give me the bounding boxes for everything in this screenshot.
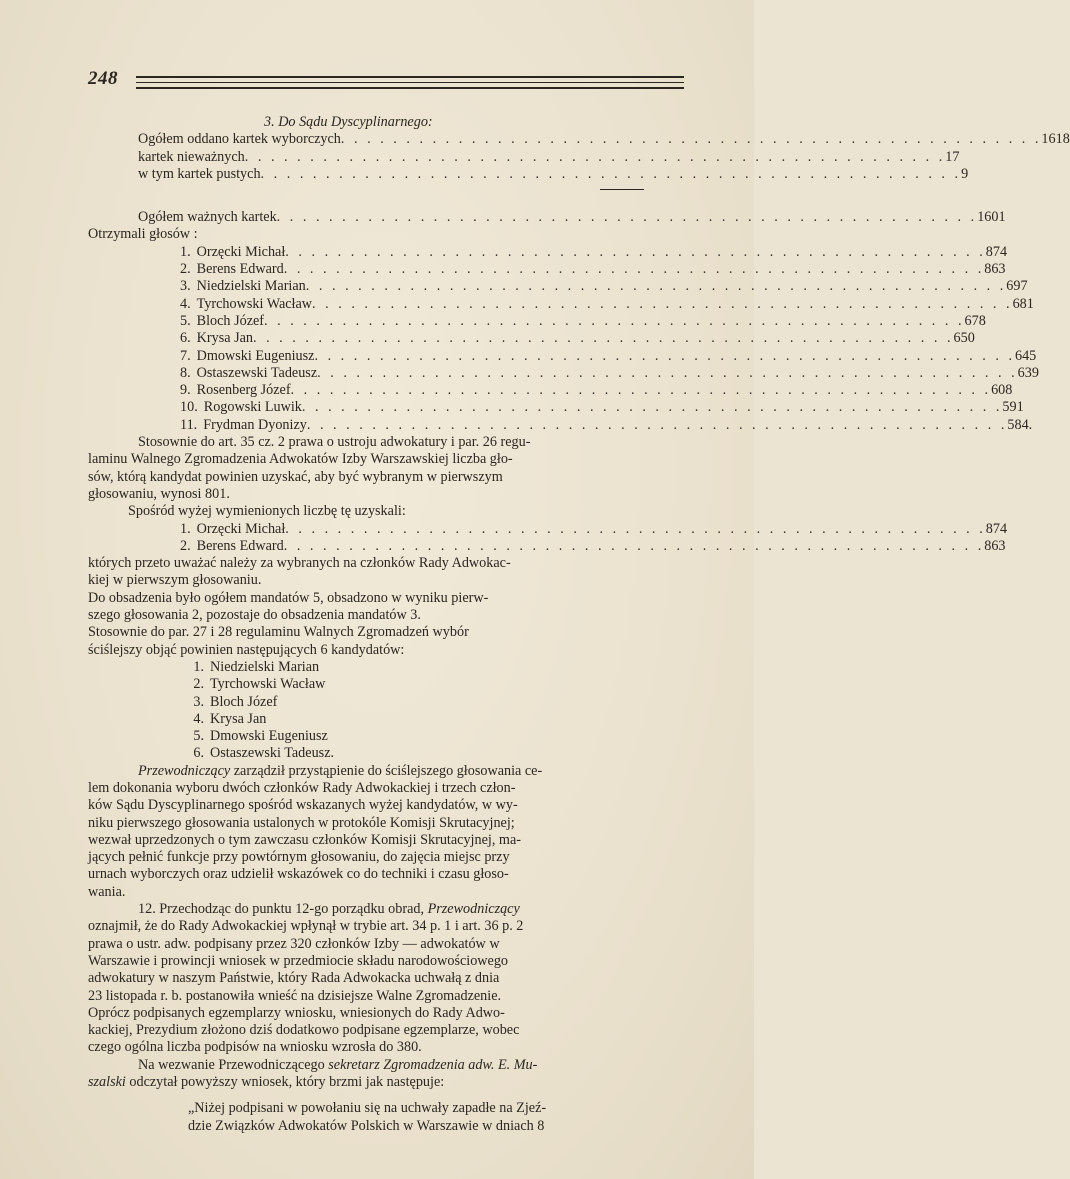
paragraph: [88, 763, 684, 901]
text-line: kiej w pierwszym głosowaniu.: [88, 572, 262, 589]
votes-summary: [88, 131, 1070, 183]
text-line: laminu Walnego Zgromadzenia Adwokatów Izby Warszawskiej liczba gło-: [88, 451, 513, 468]
item-number: 10.: [180, 399, 198, 416]
valid-total: [88, 209, 1006, 226]
text-line: [88, 866, 684, 883]
text-span: 12. Przechodząc do punktu 12-go porządku obrad,: [138, 901, 428, 918]
item-value: 608: [991, 382, 1013, 399]
quote: [88, 1100, 684, 1135]
received-label: Otrzymali głosów :: [88, 226, 198, 243]
item-number: 4.: [180, 295, 191, 312]
text-span: odczytał powyższy wniosek, który brzmi jak następuje:: [125, 1074, 445, 1091]
candidate-row: [88, 382, 1013, 399]
runoff-row: [88, 694, 684, 711]
dot-leader: . . . . . . . . . . . . . . . . . . . . . . . . . . . . . . . . . . . . . . . . . . . . . . . . . . . . . .: [314, 347, 1015, 364]
speaker-name: Przewodniczący: [427, 901, 520, 918]
dot-leader: . . . . . . . . . . . . . . . . . . . . . . . . . . . . . . . . . . . . . . . . . . . . . . . . . . . . . .: [283, 537, 985, 554]
item-value: 1618: [1041, 131, 1070, 148]
item-number: 11.: [180, 416, 198, 433]
item-value: 678: [964, 312, 986, 329]
text-line: Stosownie do par. 27 i 28 regulaminu Walnych Zgromadzeń wybór: [88, 624, 469, 641]
text-span: jących pełnić funkcje przy powtórnym głosowaniu, do zajęcia miejsc przy: [88, 849, 510, 866]
text-line: głosowaniu, wynosi 801.: [88, 485, 230, 502]
text-line: [88, 1074, 684, 1091]
item-value: 863: [984, 261, 1006, 278]
text-span: lem dokonania wyboru dwóch członków Rady Adwokackiej i trzech człon-: [88, 779, 516, 796]
text-line: [88, 815, 684, 832]
votes-row: [88, 165, 969, 183]
text-line: Do obsadzenia było ogółem mandatów 5, obsadzono w wyniku pierw-: [88, 589, 489, 606]
paragraph: [88, 555, 684, 590]
dot-leader: . . . . . . . . . . . . . . . . . . . . . . . . . . . . . . . . . . . . . . . . . . . . . . . . . . . . . .: [283, 261, 985, 278]
dot-leader: . . . . . . . . . . . . . . . . . . . . . . . . . . . . . . . . . . . . . . . . . . . . . . . . . . . . . .: [340, 131, 1042, 148]
text-span: zarządził przystąpienie do ściślejszego głosowania ce-: [230, 762, 543, 779]
item-value: 17: [945, 148, 960, 165]
text-line: [88, 901, 684, 918]
item-number: 4.: [193, 710, 204, 727]
candidate-row: [88, 347, 1037, 365]
item-value: 874: [985, 520, 1008, 537]
text-line: „Niżej podpisani w powołaniu się na uchwały zapadłe na Zjeź-: [188, 1100, 547, 1117]
elected-row: [88, 537, 1006, 555]
item-label: Niedzielski Marian: [196, 278, 306, 295]
dot-leader: . . . . . . . . . . . . . . . . . . . . . . . . . . . . . . . . . . . . . . . . . . . . . . . . . . . . . .: [264, 312, 965, 329]
text-line: których przeto uważać należy za wybranych na członków Rady Adwokac-: [88, 555, 511, 572]
dot-leader: . . . . . . . . . . . . . . . . . . . . . . . . . . . . . . . . . . . . . . . . . . . . . . . . . . . . . .: [290, 382, 992, 399]
candidate-row: [88, 364, 1039, 382]
item-number: 8.: [180, 364, 191, 381]
text-line: prawa o ustr. adw. podpisany przez 320 członków Izby — adwokatów w: [88, 935, 500, 952]
sum-rule: [600, 189, 644, 190]
paragraph: [88, 901, 684, 1057]
runoff-row: [88, 728, 684, 745]
runoff-row: [88, 745, 684, 762]
item-label: Krysa Jan: [196, 330, 253, 347]
item-number: 7.: [180, 347, 191, 364]
candidate-row: [88, 416, 1033, 434]
runoff-row: [88, 659, 684, 676]
text-span: sekretarz Zgromadzenia adw. E. Mu-: [328, 1056, 538, 1073]
item-label: Dmowski Eugeniusz: [196, 347, 315, 364]
item-number: 2.: [180, 261, 191, 278]
item-label: Dmowski Eugeniusz: [210, 728, 328, 745]
item-number: 5.: [193, 728, 204, 745]
text-line: ściślejszy objąć powinien następujących 6 kandydatów:: [88, 641, 405, 658]
item-number: 1.: [180, 520, 191, 537]
text-line: [88, 780, 684, 797]
text-line: Oprócz podpisanych egzemplarzy wniosku, wniesionych do Rady Adwo-: [88, 1004, 505, 1021]
item-value: 591: [1002, 399, 1024, 416]
item-number: 5.: [180, 312, 191, 329]
item-label: w tym kartek pustych: [138, 165, 261, 182]
paragraph: Spośród wyżej wymienionych liczbę tę uzyskali:: [128, 503, 406, 520]
dot-leader: . . . . . . . . . . . . . . . . . . . . . . . . . . . . . . . . . . . . . . . . . . . . . . . . . . . . . .: [312, 295, 1013, 312]
candidate-list: [88, 243, 1039, 434]
speaker-name: Przewodniczący: [138, 762, 231, 779]
item-number: 6.: [193, 745, 204, 762]
dot-leader: . . . . . . . . . . . . . . . . . . . . . . . . . . . . . . . . . . . . . . . . . . . . . . . . . . . . . .: [285, 520, 986, 537]
page-header: [88, 68, 684, 94]
item-value: 874: [985, 243, 1008, 260]
text-span: Na wezwanie Przewodniczącego: [138, 1056, 329, 1073]
section-heading: 3. Do Sądu Dyscyplinarnego:: [264, 114, 433, 130]
paragraph: [88, 590, 684, 625]
item-label: Orzęcki Michał: [196, 520, 286, 537]
text-line: adwokatury w naszym Państwie, który Rada Adwokacka uchwałą z dnia: [88, 970, 500, 987]
item-number: 9.: [180, 382, 191, 399]
item-label: Tyrchowski Wacław: [196, 295, 313, 312]
text-line: Stosownie do art. 35 cz. 2 prawa o ustroju adwokatury i par. 26 regu-: [138, 434, 531, 451]
page-number: 248: [88, 68, 118, 89]
runoff-row: [88, 676, 684, 693]
item-value: 697: [1006, 278, 1028, 295]
item-label: Ogółem oddano kartek wyborczych: [138, 131, 341, 148]
elected-list: [88, 520, 1008, 556]
item-label: Orzęcki Michał: [196, 243, 286, 260]
item-label: Rosenberg Józef: [196, 382, 291, 399]
votes-row: [88, 148, 960, 166]
paragraph: [88, 434, 684, 503]
valid-total-row: [88, 209, 1006, 226]
item-value: 645: [1014, 347, 1037, 364]
dot-leader: . . . . . . . . . . . . . . . . . . . . . . . . . . . . . . . . . . . . . . . . . . . . . . . . . . . . . .: [285, 243, 986, 260]
text-line: [88, 797, 684, 814]
text-line: [88, 849, 684, 866]
item-value: 681: [1012, 295, 1034, 312]
item-label: Ostaszewski Tadeusz.: [210, 745, 335, 762]
header-rule: [136, 76, 684, 78]
item-label: Bloch Józef: [196, 312, 265, 329]
runoff-list: [88, 659, 684, 763]
item-label: Ostaszewski Tadeusz: [196, 364, 318, 381]
item-value: 9: [961, 165, 969, 182]
text-line: [88, 832, 684, 849]
elected-row: [88, 520, 1008, 538]
text-span: wania.: [88, 883, 126, 900]
text-line: dzie Związków Adwokatów Polskich w Warszawie w dniach 8: [188, 1117, 545, 1134]
item-label: Tyrchowski Wacław: [210, 676, 326, 693]
header-rule: [136, 87, 684, 89]
spacer: [88, 183, 684, 209]
candidate-row: [88, 261, 1006, 278]
item-number: 3.: [193, 693, 204, 710]
candidate-row: [88, 312, 986, 330]
body-text: [88, 114, 1070, 1135]
item-value: 863: [984, 537, 1006, 554]
item-number: 3.: [180, 278, 191, 295]
item-label: Krysa Jan: [210, 710, 267, 727]
dot-leader: . . . . . . . . . . . . . . . . . . . . . . . . . . . . . . . . . . . . . . . . . . . . . . . . . . . . . .: [276, 209, 978, 226]
item-label: Niedzielski Marian: [210, 658, 320, 675]
candidate-row: [88, 243, 1008, 261]
candidate-row: [88, 399, 1024, 416]
item-value: 650: [953, 330, 975, 347]
text-line: sów, którą kandydat powinien uzyskać, aby być wybranym w pierwszym: [88, 468, 503, 485]
item-value: 1601: [977, 209, 1006, 226]
paragraph: [88, 624, 684, 659]
item-number: 2.: [193, 676, 204, 693]
dot-leader: . . . . . . . . . . . . . . . . . . . . . . . . . . . . . . . . . . . . . . . . . . . . . . . . . . . . . .: [305, 278, 1007, 295]
item-label: Rogowski Luwik: [203, 399, 302, 416]
item-label: Ogółem ważnych kartek: [138, 209, 277, 226]
paragraph: [88, 1057, 684, 1092]
item-label: Berens Edward: [196, 261, 284, 278]
votes-row: [88, 131, 1070, 148]
text-line: [88, 884, 684, 901]
candidate-row: [88, 295, 1034, 313]
candidate-row: [88, 330, 975, 347]
dot-leader: . . . . . . . . . . . . . . . . . . . . . . . . . . . . . . . . . . . . . . . . . . . . . . . . . . . . . .: [306, 416, 1008, 433]
item-label: Frydman Dyonizy: [203, 416, 307, 433]
dot-leader: . . . . . . . . . . . . . . . . . . . . . . . . . . . . . . . . . . . . . . . . . . . . . . . . . . . . . .: [301, 399, 1003, 416]
dot-leader: . . . . . . . . . . . . . . . . . . . . . . . . . . . . . . . . . . . . . . . . . . . . . . . . . . . . . .: [317, 364, 1018, 381]
item-label: Bloch Józef: [210, 693, 278, 710]
item-value: 584.: [1007, 416, 1033, 433]
item-number: 1.: [180, 243, 191, 260]
text-span: niku pierwszego głosowania ustalonych w protokóle Komisji Skrutacyjnej;: [88, 814, 515, 831]
text-span: wezwał uprzedzonych o tym zawczasu członków Komisji Skrutacyjnej, ma-: [88, 831, 521, 848]
text-span: urnach wyborczych oraz udzielił wskazówek co do techniki i czasu głoso-: [88, 866, 509, 883]
text-line: 23 listopada r. b. postanowiła wnieść na dzisiejsze Walne Zgromadzenie.: [88, 987, 502, 1004]
text-span: ków Sądu Dyscyplinarnego spośród wskazanych wyżej kandydatów, w wy-: [88, 797, 518, 814]
item-label: kartek nieważnych: [138, 148, 245, 165]
dot-leader: . . . . . . . . . . . . . . . . . . . . . . . . . . . . . . . . . . . . . . . . . . . . . . . . . . . . . .: [252, 330, 954, 347]
text-line: oznajmił, że do Rady Adwokackiej wpłynął w trybie art. 34 p. 1 i art. 36 p. 2: [88, 918, 524, 935]
text-span: szalski: [88, 1074, 126, 1091]
dot-leader: . . . . . . . . . . . . . . . . . . . . . . . . . . . . . . . . . . . . . . . . . . . . . . . . . . . . . .: [244, 148, 946, 165]
item-value: 639: [1017, 364, 1039, 381]
text-line: Warszawie i prowincji wniosek w przedmiocie składu narodowościowego: [88, 952, 509, 969]
text-line: [88, 1057, 684, 1074]
runoff-row: [88, 711, 684, 728]
text-line: [88, 763, 684, 780]
item-number: 6.: [180, 330, 191, 347]
item-number: 1.: [193, 658, 204, 675]
candidate-row: [88, 278, 1028, 295]
item-number: 2.: [180, 537, 191, 554]
dot-leader: . . . . . . . . . . . . . . . . . . . . . . . . . . . . . . . . . . . . . . . . . . . . . . . . . . . . . .: [260, 165, 962, 182]
text-line: szego głosowania 2, pozostaje do obsadzenia mandatów 3.: [88, 607, 421, 624]
item-label: Berens Edward: [196, 537, 284, 554]
text-line: kackiej, Prezydium złożono dziś dodatkowo podpisane egzemplarze, wobec: [88, 1022, 520, 1039]
header-rule: [136, 82, 684, 83]
text-line: czego ogólna liczba podpisów na wniosku wzrosła do 380.: [88, 1039, 422, 1056]
